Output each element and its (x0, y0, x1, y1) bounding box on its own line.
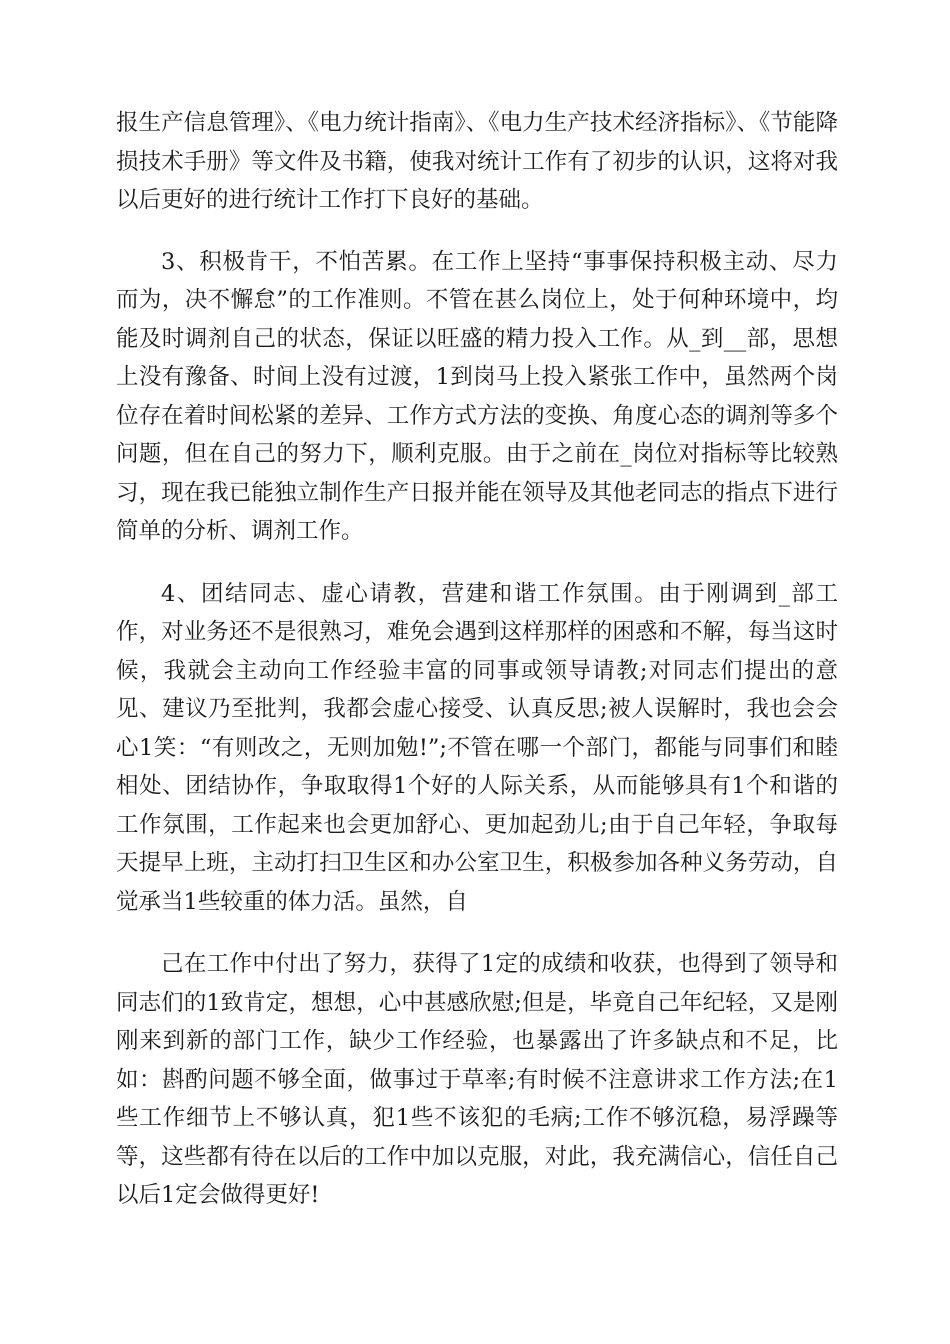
paragraph-closing: 己在工作中付出了努力，获得了1定的成绩和收获，也得到了领导和同志们的1致肯定，想想，心中甚感欣慰;但是，毕竟自己年纪轻，又是刚刚来到新的部门工作，缺少工作经验，也暴露出了许多缺点和不足，比如：斟酌问题不够全面，做事过于草率;有时候不注意讲求工作方法;在1些工作细节上不够认真，犯1些不该犯的毛病;工作不够沉稳，易浮躁等等，这些都有待在以后的工作中加以克服，对此，我充满信心，信任自己以后1定会做得更好! (116, 951, 838, 1208)
paragraph-item-3: 3、积极肯干，不怕苦累。在工作上坚持“事事保持积极主动、尽力而为，决不懈怠”的工作准则。不管在甚么岗位上，处于何种环境中，均能及时调剂自己的状态，保证以旺盛的精力投入工作。从_到__部，思想上没有豫备、时间上没有过渡，1到岗马上投入紧张工作中，虽然两个岗位存在着时间松紧的差异、工作方式方法的变换、角度心态的调剂等多个问题，但在自己的努力下，顺利克服。由于之前在_岗位对指标等比较熟习，现在我已能独立制作生产日报并能在领导及其他老同志的指点下进行简单的分析、调剂工作。 (116, 248, 838, 544)
paragraph-continuation: 报生产信息管理》、《电力统计指南》、《电力生产技术经济指标》、《节能降损技术手册》等文件及书籍，使我对统计工作有了初步的认识，这将对我以后更好的进行统计工作打下良好的基础。 (116, 110, 838, 213)
document-body (116, 104, 838, 1215)
paragraph-item-4: 4、团结同志、虚心请教，营建和谐工作氛围。由于刚调到_部工作，对业务还不是很熟习，难免会遇到这样那样的困惑和不解，每当这时候，我就会主动向工作经验丰富的同事或领导请教;对同志们提出的意见、建议乃至批判，我都会虚心接受、认真反思;被人误解时，我也会会心1笑：“有则改之，无则加勉!”;不管在哪一个部门，都能与同事们和睦相处、团结协作，争取取得1个好的人际关系，从而能够具有1个和谐的工作氛围，工作起来也会更加舒心、更加起劲儿;由于自己年轻，争取每天提早上班，主动打扫卫生区和办公室卫生，积极参加各种义务劳动，自觉承当1些较重的体力活。虽然，自 (116, 580, 838, 915)
